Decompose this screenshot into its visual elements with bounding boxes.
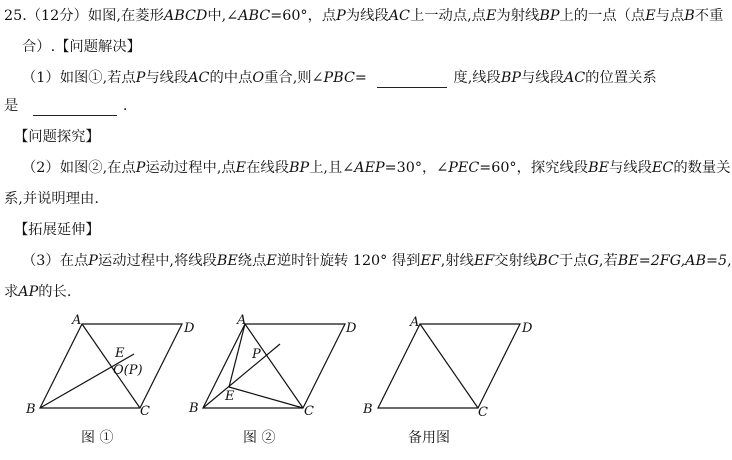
text: 系,并说明理由.	[4, 191, 99, 207]
part2-line-1	[22, 159, 731, 177]
problem-intro-line-1	[4, 7, 723, 25]
text: 为线段	[345, 8, 389, 24]
text: 上一动点,点	[409, 8, 486, 24]
text: 是	[4, 98, 19, 114]
fig1-label-c: C	[140, 404, 150, 419]
math-var: O	[252, 70, 265, 86]
text: 运动过程中,将线段	[97, 253, 217, 269]
text: 中,∠	[207, 8, 239, 24]
math-var: E	[645, 8, 656, 24]
math-var: ABCD	[163, 8, 208, 24]
math-var: E	[235, 160, 247, 176]
math-var: E	[266, 253, 277, 269]
math-var: P	[135, 160, 146, 176]
text: ,	[727, 253, 732, 269]
text: 上的一点（点	[559, 8, 646, 24]
fig2-caption: 图 ②	[243, 430, 276, 446]
text: ,若	[598, 253, 618, 269]
text: 重合,则∠	[264, 70, 324, 86]
math-var: AEP	[354, 160, 385, 176]
math-var: AC	[388, 8, 410, 24]
answer-blank-angle[interactable]	[377, 69, 447, 88]
math-var: BE	[216, 253, 238, 269]
text: 的位置关系	[585, 70, 657, 86]
answer-blank-relation[interactable]	[33, 97, 117, 116]
text: 运动过程中,点	[145, 160, 236, 176]
fig3-label-c: C	[478, 405, 488, 420]
text: （2）如图②,在点	[22, 160, 136, 176]
math-var: P	[88, 253, 98, 269]
text: 不重	[694, 8, 724, 24]
fig1-label-op: O(P)	[113, 363, 143, 378]
fig3-caption: 备用图	[408, 430, 450, 446]
text: 上,且∠	[309, 160, 355, 176]
text: =30°，∠	[384, 160, 449, 176]
text: （1）如图①,若点	[22, 70, 136, 86]
math-var: BC	[537, 253, 559, 269]
fig1-label-e: E	[115, 346, 125, 361]
fig3-diagonal-ac	[420, 324, 478, 408]
text: 的数量关	[673, 160, 731, 176]
fig3-label-d: D	[522, 321, 533, 336]
fig1-label-a: A	[72, 313, 82, 328]
math-var: BE	[588, 160, 610, 176]
text: 绕点	[237, 253, 267, 269]
fig3-label-b: B	[363, 402, 373, 417]
text: 求	[4, 284, 19, 300]
text: （3）在点	[22, 253, 89, 269]
part1-line-2	[4, 97, 127, 116]
problem-intro-line-2	[22, 38, 141, 56]
fig3-label-a: A	[410, 315, 420, 330]
math-var: PEC	[448, 160, 480, 176]
text: =	[354, 70, 367, 86]
math-var: AC	[563, 70, 586, 86]
text: .	[122, 98, 128, 114]
text: 于点	[558, 253, 588, 269]
fig1-label-b: B	[26, 402, 36, 417]
math-var: E	[485, 8, 497, 24]
text: 为射线	[496, 8, 540, 24]
text: 交射线	[494, 253, 538, 269]
fig2-label-e: E	[225, 389, 235, 404]
math-var: ABC	[238, 8, 271, 24]
text: =60°，探究线段	[479, 160, 589, 176]
math-var: BP	[289, 160, 310, 176]
text: 与线段	[521, 70, 564, 86]
heading-extend: 【拓展延伸】	[14, 222, 100, 238]
text: 在线段	[246, 160, 289, 176]
math-var: EF	[473, 253, 495, 269]
math-var: BP	[500, 70, 521, 86]
problem-number: 25.	[4, 8, 27, 24]
math-condition: BE=2FG,AB=5	[617, 253, 728, 269]
text: 与点	[655, 8, 685, 24]
text: 如图,在菱形	[87, 8, 164, 24]
math-var: BP	[539, 8, 560, 24]
fig2-label-d: D	[346, 321, 357, 336]
fig2-label-p: P	[252, 347, 261, 362]
fig1-label-d: D	[184, 321, 195, 336]
math-var: P	[336, 8, 346, 24]
text: 合）.【问题解决】	[22, 39, 141, 55]
text: =60°，点	[270, 8, 337, 24]
fig2-label-a: A	[237, 313, 247, 328]
fig2-segment-ae	[229, 324, 245, 387]
text: 与线段	[609, 160, 652, 176]
heading-explore: 【问题探究】	[14, 129, 100, 145]
part1-line-1	[22, 69, 657, 88]
text: 的中点	[209, 70, 253, 86]
math-var: AC	[188, 70, 210, 86]
text: 的长.	[38, 284, 72, 300]
math-var: EF	[420, 253, 441, 269]
figure-2	[185, 312, 365, 422]
fig2-segment-ec	[229, 387, 303, 408]
math-var: PBC	[323, 70, 355, 86]
math-var: P	[135, 70, 146, 86]
text: 与线段	[145, 70, 189, 86]
text: 度,线段	[453, 70, 501, 86]
text: 逆时针旋转 120° 得到	[276, 253, 421, 269]
text: ,射线	[440, 253, 474, 269]
fig1-caption: 图 ①	[81, 430, 114, 446]
math-var: EC	[651, 160, 674, 176]
problem-points: （12分）	[26, 8, 88, 24]
math-var: B	[684, 8, 695, 24]
figure-3	[358, 312, 538, 422]
part2-line-2	[4, 190, 99, 208]
part3-line-1	[22, 252, 732, 270]
figure-1	[20, 312, 200, 422]
part3-line-2	[4, 283, 71, 301]
math-var: AP	[18, 284, 39, 300]
math-var: G	[587, 253, 599, 269]
fig2-label-b: B	[189, 401, 199, 416]
fig2-label-c: C	[304, 404, 314, 419]
